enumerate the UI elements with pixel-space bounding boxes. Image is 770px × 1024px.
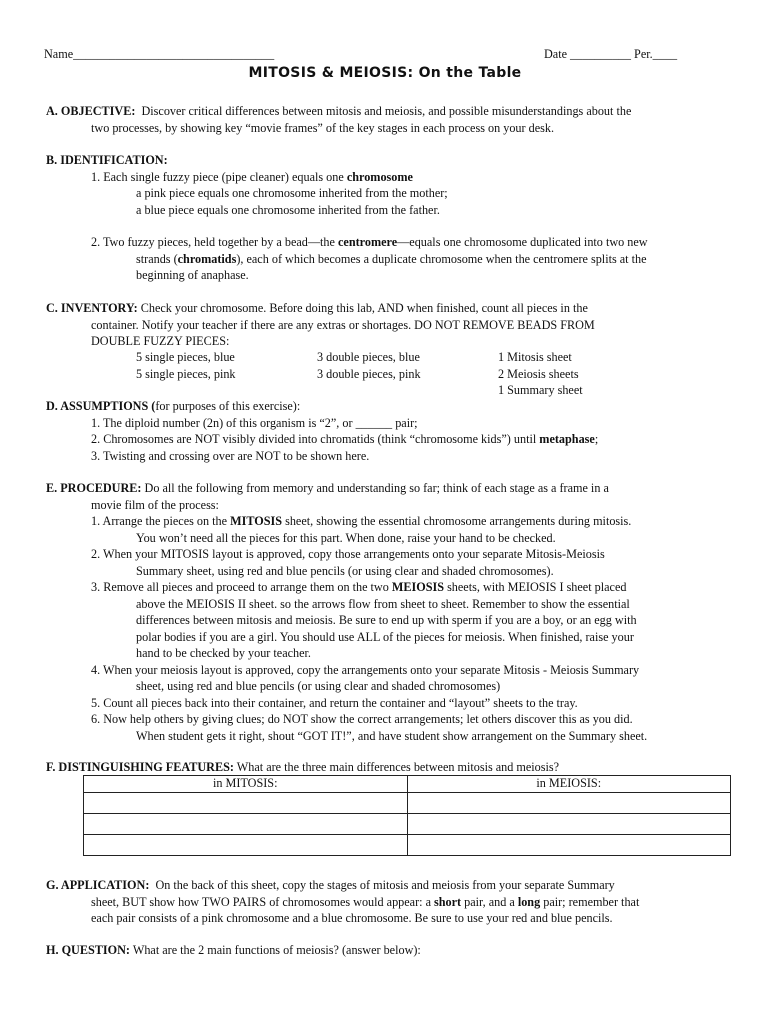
identification-item-1-pink: a pink piece equals one chromosome inherited from the mother; — [136, 186, 448, 200]
section-objective — [46, 103, 736, 136]
identification-item-1: 1. Each single fuzzy piece (pipe cleaner) equals one — [91, 169, 347, 184]
objective-text-2: two processes, by showing key “movie frames” of the key stages in each process on your desk. — [91, 120, 555, 135]
section-identification — [46, 152, 736, 284]
section-question — [46, 942, 736, 959]
identification-item-2-l3: beginning of anaphase. — [136, 268, 249, 282]
answer-cell[interactable] — [407, 835, 731, 856]
answer-cell[interactable] — [84, 793, 408, 814]
inventory-item: 5 single pieces, blue — [136, 350, 235, 364]
application-heading: G. APPLICATION: — [46, 878, 150, 892]
procedure-step-1: 1. Arrange the pieces on the — [91, 514, 231, 528]
features-question: What are the three main differences between mitosis and meiosis? — [236, 760, 560, 774]
inventory-item: 3 double pieces, blue — [317, 350, 420, 364]
procedure-step-3-post: sheets, with MEIOSIS I sheet placed — [444, 580, 627, 594]
procedure-step-5: 5. Count all pieces back into their container, and return the container and “layout” sheets to the tray. — [91, 695, 578, 710]
objective-text-1: Discover critical differences between mitosis and meiosis, and possible misunderstandings about the — [141, 104, 632, 118]
inventory-text-3: DOUBLE FUZZY PIECES: — [91, 334, 230, 348]
assumptions-heading: D. ASSUMPTIONS ( — [46, 399, 156, 413]
objective-heading: A. OBJECTIVE: — [46, 104, 136, 118]
procedure-intro-2: movie film of the process: — [91, 497, 219, 512]
application-text-2-mid: pair, and a — [461, 894, 518, 909]
inventory-heading: C. INVENTORY: — [46, 301, 138, 315]
identification-item-1-blue: a blue piece equals one chromosome inherited from the father. — [136, 202, 440, 217]
answer-cell[interactable] — [407, 793, 731, 814]
procedure-step-6: 6. Now help others by giving clues; do NOT show the correct arrangements; let others discover this as you did. — [91, 712, 633, 726]
term-centromere: centromere — [338, 235, 398, 249]
question-text: What are the 2 main functions of meiosis? (answer below): — [132, 943, 421, 957]
section-application — [46, 877, 736, 927]
procedure-step-3-l3: differences between mitosis and meiosis. Be sure to end up with sperm if you are a boy, or an egg with — [136, 613, 637, 627]
table-row — [84, 793, 731, 814]
assumption-1: 1. The diploid number (2n) of this organism is “2”, or ______ pair; — [91, 415, 418, 430]
procedure-step-2: 2. When your MITOSIS layout is approved, copy those arrangements onto your separate Mitosis-Meiosis — [91, 547, 605, 561]
procedure-step-1-l2: You won’t need all the pieces for this part. When done, raise your hand to be checked. — [136, 530, 556, 545]
inventory-text-2: container. Notify your teacher if there are any extras or shortages. DO NOT REMOVE BEADS FROM — [91, 317, 595, 332]
procedure-step-2-l2: Summary sheet, using red and blue pencils (or using clear and shaded chromosomes). — [136, 563, 554, 578]
date-period-field: Date __________ Per.____ — [544, 47, 678, 61]
inventory-col-singles — [136, 349, 236, 382]
procedure-step-4: 4. When your meiosis layout is approved, copy the arrangements onto your separate Mitosis - Meiosis Summary — [91, 662, 640, 677]
inventory-item: 2 Meiosis sheets — [498, 366, 579, 381]
application-text-3: each pair consists of a pink chromosome and a blue chromosome. Be sure to use your red and blue pencils. — [91, 911, 613, 925]
inventory-item: 1 Summary sheet — [498, 383, 583, 397]
answer-cell[interactable] — [407, 814, 731, 835]
term-long: long — [517, 894, 541, 909]
features-heading: F. DISTINGUISHING FEATURES: — [46, 760, 234, 774]
page-title: MITOSIS & MEIOSIS: On the Table — [248, 65, 522, 81]
column-meiosis: in MEIOSIS: — [407, 776, 731, 793]
term-mitosis: MITOSIS — [230, 514, 283, 528]
procedure-step-3-l5: hand to be checked by your teacher. — [136, 646, 311, 660]
procedure-step-3-l2: above the MEIOSIS II sheet. so the arrows flow from sheet to sheet. Remember to show the essential — [136, 596, 630, 611]
procedure-step-1-post: sheet, showing the essential chromosome arrangements during mitosis. — [282, 514, 632, 528]
term-chromosome: chromosome — [346, 169, 413, 184]
procedure-step-3-l4: polar bodies if you are a girl. You should use ALL of the pieces for meiosis. When finished, raise your — [136, 629, 634, 644]
section-features — [46, 759, 736, 776]
table-row — [84, 814, 731, 835]
identification-item-2-post: —equals one chromosome duplicated into two new — [397, 235, 648, 249]
features-table — [83, 775, 731, 856]
name-field: Name_________________________________ — [44, 47, 275, 61]
answer-cell[interactable] — [84, 835, 408, 856]
identification-heading: B. IDENTIFICATION: — [46, 153, 168, 167]
section-inventory — [46, 300, 736, 350]
section-assumptions — [46, 398, 736, 464]
table-header-row — [84, 776, 731, 793]
term-chromatids: chromatids — [177, 251, 237, 266]
inventory-item: 5 single pieces, pink — [136, 366, 236, 381]
procedure-heading: E. PROCEDURE: — [46, 481, 142, 495]
procedure-step-3: 3. Remove all pieces and proceed to arrange them on the two — [91, 580, 392, 594]
answer-cell[interactable] — [84, 814, 408, 835]
inventory-col-doubles — [317, 349, 421, 382]
question-heading: H. QUESTION: — [46, 943, 130, 957]
procedure-intro-1: Do all the following from memory and understanding so far; think of each stage as a frame in a — [144, 481, 609, 495]
procedure-step-4-l2: sheet, using red and blue pencils (or using clear and shaded chromosomes) — [136, 679, 501, 693]
section-procedure — [46, 480, 736, 744]
assumption-2-post: ; — [594, 432, 599, 446]
term-short: short — [434, 894, 462, 909]
inventory-item: 1 Mitosis sheet — [498, 350, 572, 364]
assumption-3: 3. Twisting and crossing over are NOT to be shown here. — [91, 448, 370, 463]
table-row — [84, 835, 731, 856]
identification-item-2-l2: strands ( — [136, 251, 178, 266]
inventory-text-1: Check your chromosome. Before doing this lab, AND when finished, count all pieces in the — [140, 301, 588, 315]
inventory-col-sheets — [498, 349, 583, 399]
term-meiosis: MEIOSIS — [391, 580, 445, 594]
assumption-2: 2. Chromosomes are NOT visibly divided into chromatids (think “chromosome kids”) until — [91, 432, 540, 446]
application-text-2: sheet, BUT show how TWO PAIRS of chromosomes would appear: a — [91, 894, 435, 909]
application-text-1: On the back of this sheet, copy the stages of mitosis and meiosis from your separate Summary — [155, 878, 615, 892]
procedure-step-6-l2: When student gets it right, shout “GOT IT!”, and have student show arrangement on the Summary sheet. — [136, 728, 648, 743]
column-mitosis: in MITOSIS: — [84, 776, 408, 793]
identification-item-2-l2-post: ), each of which becomes a duplicate chromosome when the centromere splits at the — [236, 251, 647, 266]
identification-item-2: 2. Two fuzzy pieces, held together by a bead—the — [91, 235, 338, 249]
application-text-2-post: pair; remember that — [540, 894, 640, 909]
assumptions-heading-post: for purposes of this exercise): — [155, 399, 301, 413]
term-metaphase: metaphase — [539, 432, 595, 446]
inventory-item: 3 double pieces, pink — [317, 366, 421, 381]
